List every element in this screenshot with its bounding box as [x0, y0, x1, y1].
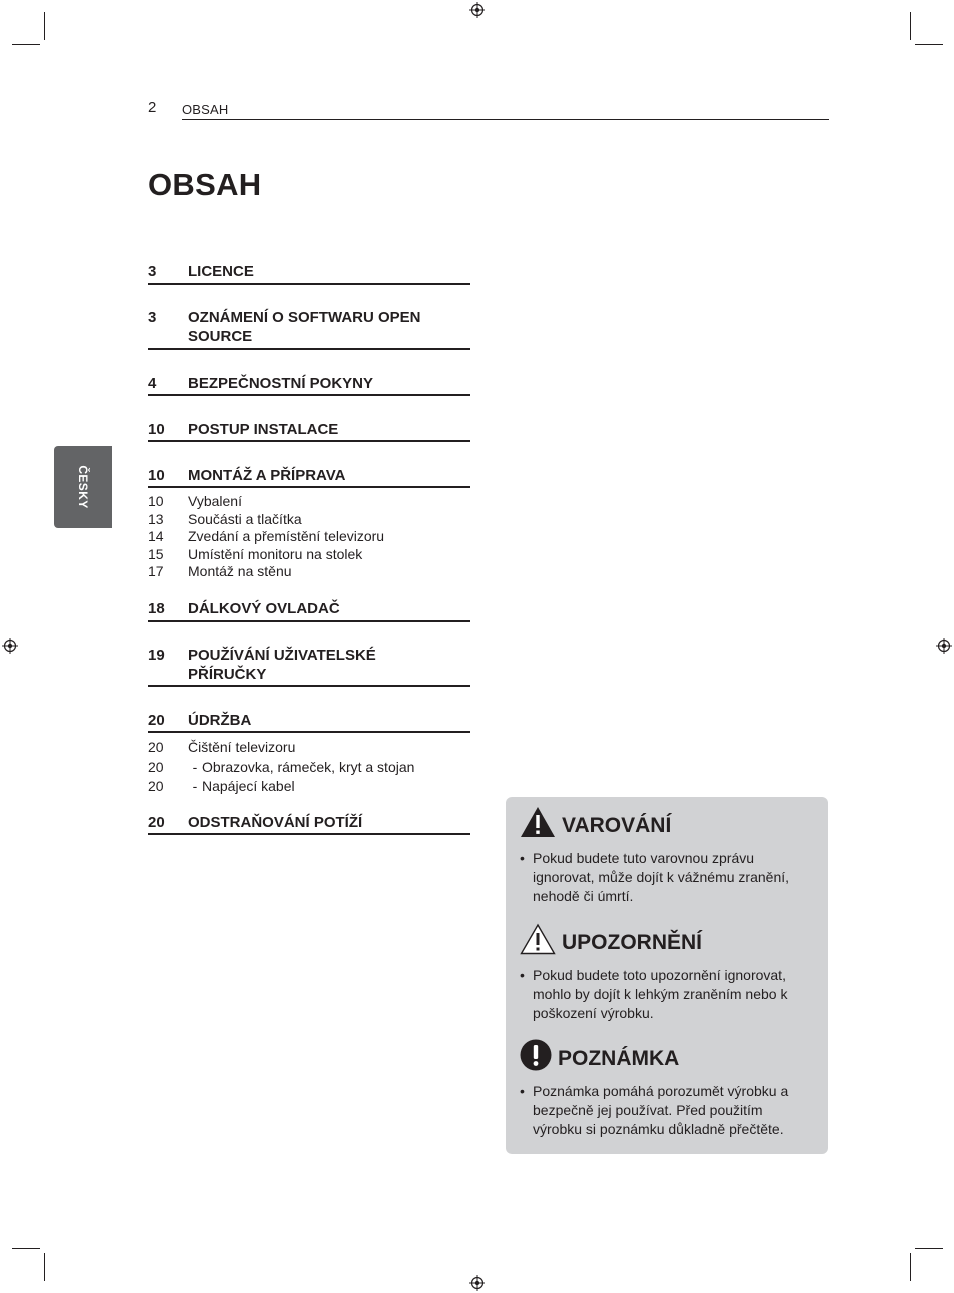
toc-page: 10: [148, 467, 165, 484]
warning-heading: VAROVÁNÍ: [520, 805, 671, 838]
header-rule: [182, 119, 829, 120]
toc-sublist-assembly: [148, 493, 470, 581]
toc-subentry[interactable]: 15 Umístění monitoru na stolek: [148, 545, 363, 562]
toc-subentry[interactable]: 20 - Obrazovka, rámeček, kryt a stojan: [148, 758, 415, 775]
toc-page: 20: [148, 712, 165, 729]
toc-subentry[interactable]: 17 Montáž na stěnu: [148, 563, 292, 579]
warning-triangle-filled-icon: [520, 806, 556, 838]
toc-entry-manual[interactable]: [148, 646, 470, 687]
toc-page: 3: [148, 309, 157, 326]
safety-notice-box: [506, 797, 828, 1154]
toc-page: 20: [148, 814, 165, 831]
page-title: OBSAH: [148, 167, 262, 202]
registration-mark-icon: [936, 638, 952, 654]
toc-page: 10: [148, 421, 165, 438]
exclamation-circle-icon: [520, 1039, 552, 1071]
toc-entry-open-source[interactable]: [148, 308, 470, 350]
toc-label: LICENCE: [188, 263, 254, 280]
toc-entry-safety[interactable]: [148, 374, 470, 396]
toc-subentry[interactable]: 13 Součásti a tlačítka: [148, 510, 302, 527]
language-side-tab: [54, 446, 112, 528]
caution-triangle-outline-icon: [520, 923, 556, 955]
crop-mark: [910, 1253, 911, 1281]
toc-label: POUŽÍVÁNÍ UŽIVATELSKÉ PŘÍRUČKY: [188, 647, 376, 683]
toc-subentry[interactable]: 10 Vybalení: [148, 493, 242, 509]
toc-entry-licence[interactable]: [148, 262, 470, 285]
crop-mark: [915, 44, 943, 45]
note-text: • Poznámka pomáhá porozumět výrobku a bezpečně jej používat. Před použitím výrobku si poznámku důkladně přečtěte.: [520, 1083, 789, 1137]
toc-label: DÁLKOVÝ OVLADAČ: [188, 600, 340, 617]
toc-entry-assembly[interactable]: [148, 466, 470, 488]
toc-entry-maintenance[interactable]: [148, 711, 470, 733]
crop-mark: [12, 1248, 40, 1249]
toc-label: ÚDRŽBA: [188, 712, 252, 729]
registration-mark-icon: [2, 638, 18, 654]
running-head: OBSAH: [182, 102, 229, 117]
note-heading: POZNÁMKA: [520, 1039, 679, 1071]
toc-label: MONTÁŽ A PŘÍPRAVA: [188, 467, 346, 484]
crop-mark: [44, 1253, 45, 1281]
page-number: 2: [148, 99, 157, 116]
toc-page: 3: [148, 263, 157, 280]
toc-subentry[interactable]: 14 Zvedání a přemístění televizoru: [148, 528, 385, 544]
registration-mark-icon: [469, 2, 485, 18]
toc-label: BEZPEČNOSTNÍ POKYNY: [188, 375, 374, 392]
registration-mark-icon: [469, 1275, 485, 1291]
toc-page: 19: [148, 647, 165, 664]
crop-mark: [12, 44, 40, 45]
toc-page: 18: [148, 600, 165, 617]
warning-text: • Pokud budete tuto varovnou zprávu ignorovat, může dojít k vážnému zranění, nehodě či úmrtí.: [520, 850, 790, 904]
toc-entry-install[interactable]: [148, 420, 470, 442]
caution-text: • Pokud budete toto upozornění ignorovat, mohlo by dojít k lehkým zraněním nebo k poškození výrobku.: [520, 967, 788, 1021]
toc-entry-remote[interactable]: [148, 599, 470, 622]
crop-mark: [910, 12, 911, 40]
toc-label: ODSTRAŇOVÁNÍ POTÍŽÍ: [188, 814, 363, 831]
crop-mark: [44, 12, 45, 40]
toc-subentry[interactable]: 20 Čištění televizoru: [148, 739, 296, 755]
caution-heading: UPOZORNĚNÍ: [520, 922, 702, 955]
crop-mark: [915, 1248, 943, 1249]
toc-entry-troubleshooting[interactable]: [148, 813, 470, 835]
language-tab-label: ČESKY: [76, 465, 90, 509]
toc-label: OZNÁMENÍ O SOFTWARU OPEN SOURCE: [188, 309, 421, 345]
toc-sublist-maintenance: [148, 738, 470, 797]
toc-page: 4: [148, 375, 157, 392]
toc-label: POSTUP INSTALACE: [188, 421, 339, 438]
toc-subentry[interactable]: 20 - Napájecí kabel: [148, 778, 295, 794]
